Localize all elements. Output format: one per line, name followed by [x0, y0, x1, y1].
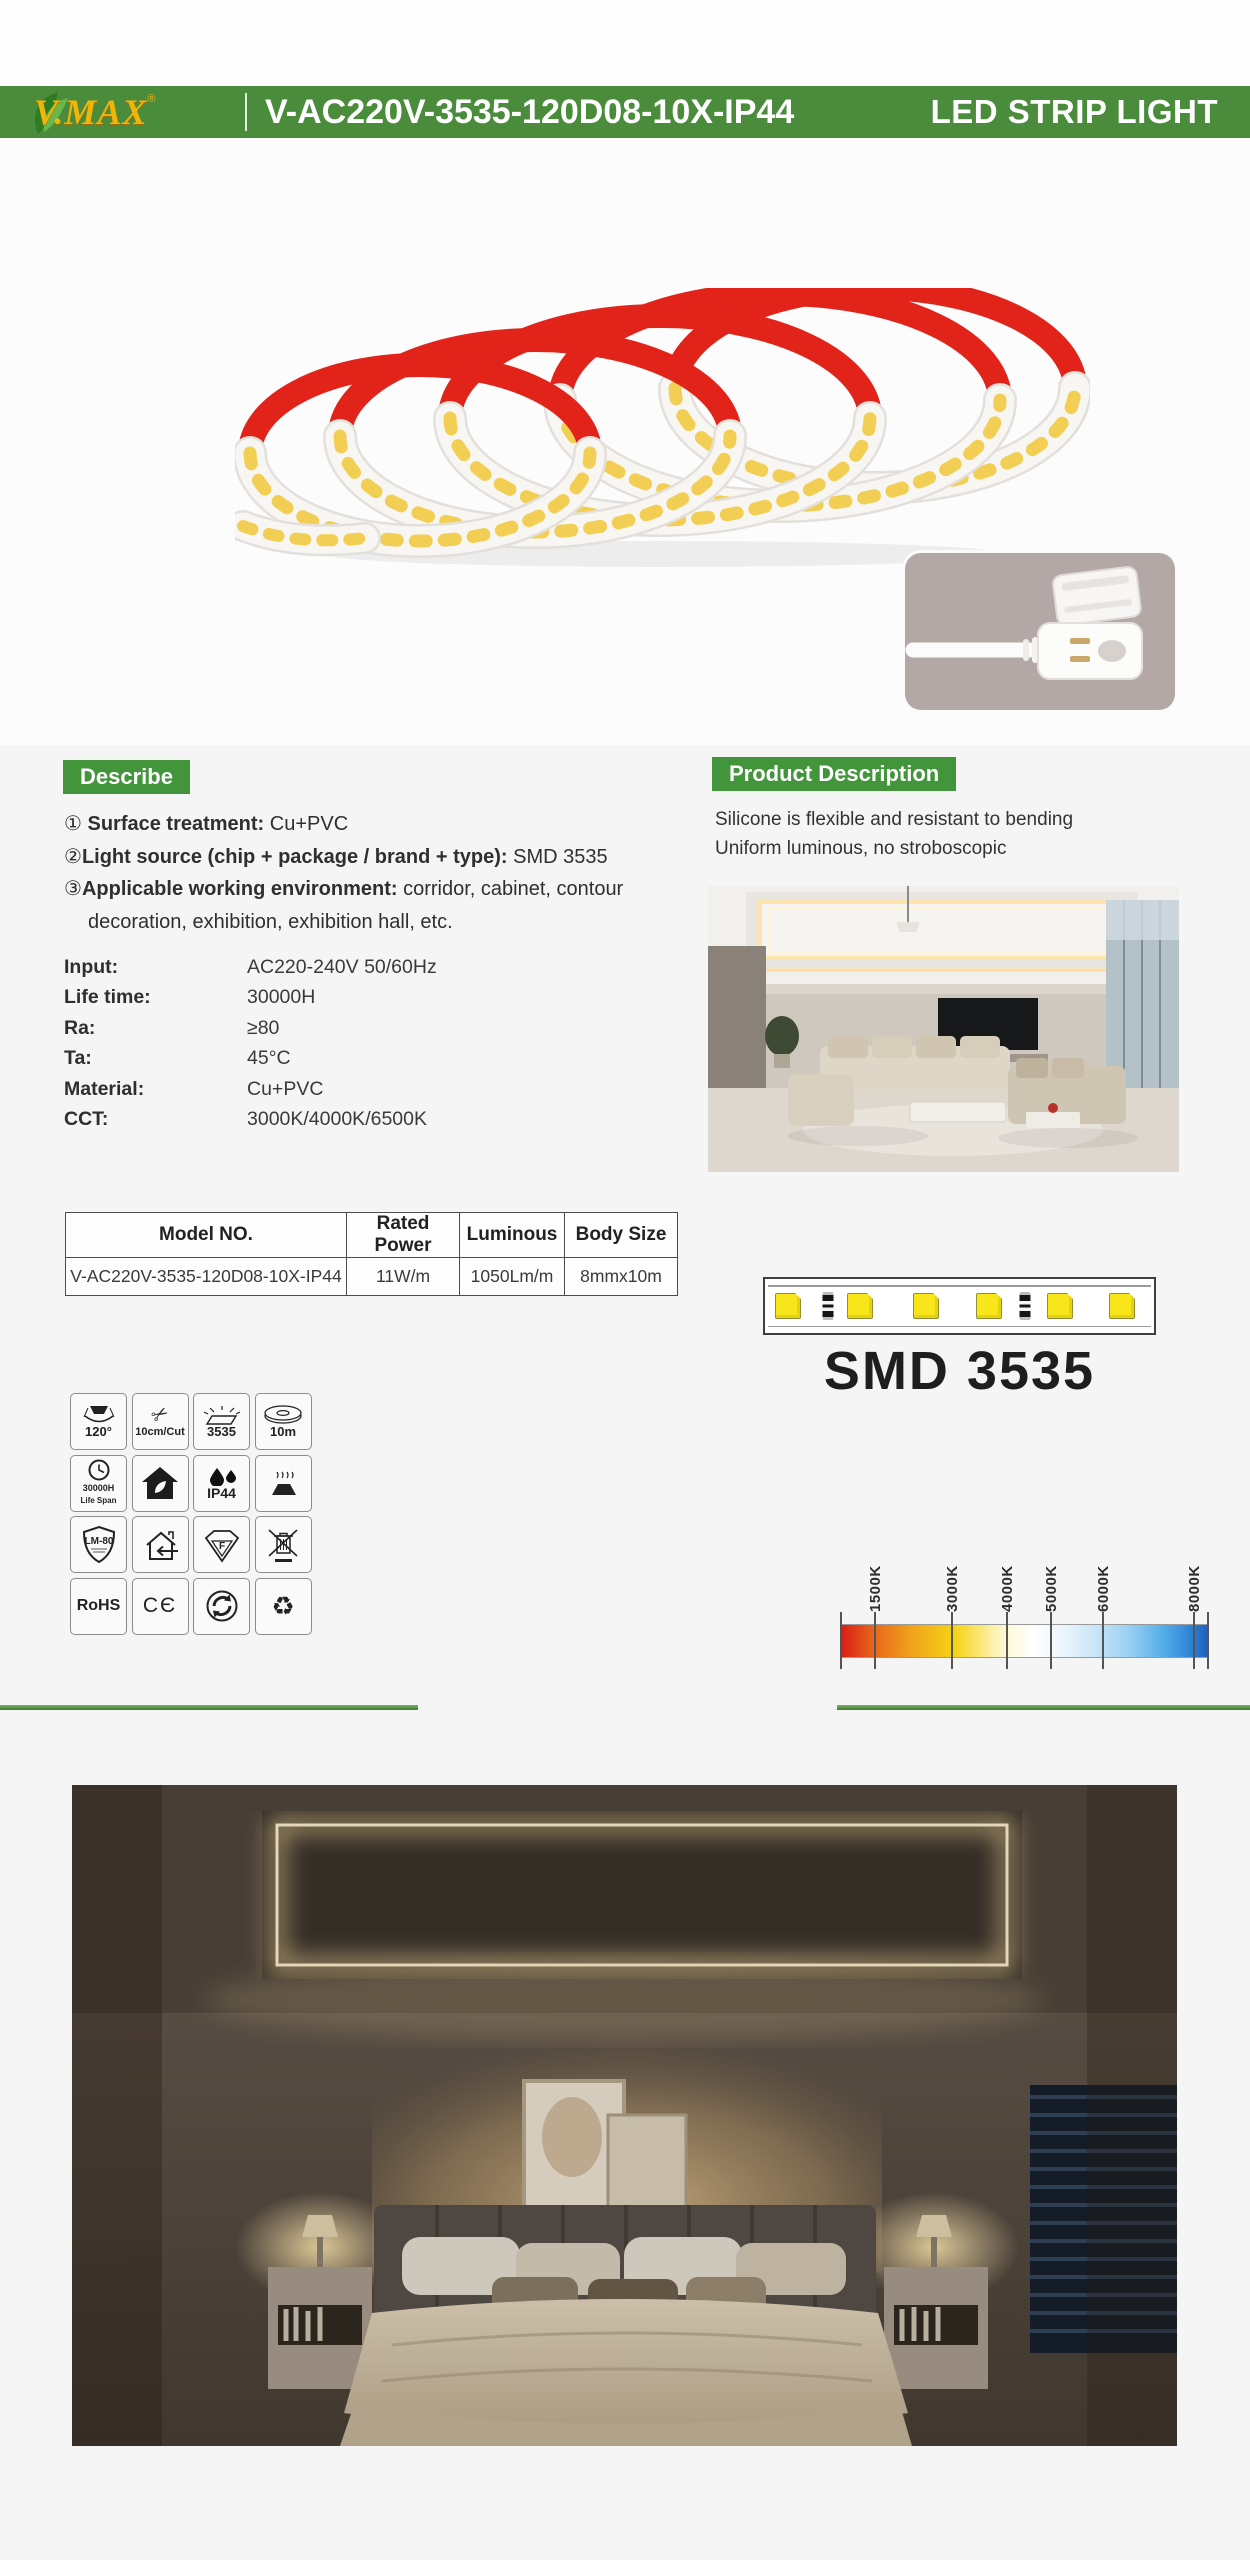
feature-rohs: RoHS	[70, 1578, 127, 1635]
resistor	[823, 1292, 834, 1320]
cell-body-size: 8mmx10m	[565, 1258, 678, 1296]
svg-text:F: F	[218, 1540, 225, 1552]
weee-bin-icon	[265, 1526, 301, 1564]
model-title: V-AC220V-3535-120D08-10X-IP44	[265, 92, 795, 131]
feature-recyclable: ♻	[255, 1578, 312, 1635]
model-spec-table	[65, 1212, 678, 1296]
spec-row: Ra: ≥80	[64, 1016, 280, 1039]
header-bar	[0, 86, 1250, 138]
cell-rated-power: 11W/m	[347, 1258, 460, 1296]
table-row	[66, 1258, 678, 1296]
cct-tick-end	[1207, 1612, 1209, 1669]
coil-tail	[243, 526, 365, 540]
led-chip	[913, 1293, 939, 1319]
led-chip	[847, 1293, 873, 1319]
col-model: Model NO.	[66, 1213, 347, 1258]
strip-reel-icon	[263, 1405, 303, 1425]
led-chip	[775, 1293, 801, 1319]
feature-ce-mark: CЄ	[132, 1578, 189, 1635]
table-header-row	[66, 1213, 678, 1258]
header-divider	[245, 93, 247, 131]
smd-type-label: SMD 3535	[823, 1341, 1096, 1401]
feature-roll-length: 10m	[255, 1393, 312, 1450]
top-margin	[0, 0, 1250, 86]
svg-text:LM-80: LM-80	[84, 1535, 113, 1547]
green-divider-right	[837, 1705, 1250, 1710]
application-photo-living-room	[708, 886, 1179, 1172]
col-rated-power: Rated Power	[347, 1213, 460, 1258]
application-photo-bedroom	[72, 1785, 1177, 2446]
feature-heat-resistant	[255, 1455, 312, 1512]
green-dot-icon	[205, 1589, 239, 1623]
spec-row: Input: AC220-240V 50/60Hz	[64, 955, 437, 978]
water-drops-icon	[207, 1468, 237, 1486]
product-description-badge: Product Description	[712, 757, 956, 791]
cct-label: 3000K	[944, 1565, 961, 1612]
feature-cut-length: ✂ 10cm/Cut	[132, 1393, 189, 1450]
cct-tick	[1006, 1612, 1008, 1669]
downlight-beam-icon	[81, 1405, 117, 1425]
spec-row: CCT: 3000K/4000K/6500K	[64, 1108, 427, 1131]
clock-icon	[84, 1459, 114, 1481]
col-body-size: Body Size	[565, 1213, 678, 1258]
registered-mark: ®	[147, 93, 156, 105]
cct-label: 8000K	[1186, 1565, 1203, 1612]
product-description-text	[715, 806, 1073, 863]
feature-icon-grid	[70, 1393, 312, 1635]
feature-weee	[255, 1516, 312, 1573]
house-icon	[140, 1465, 180, 1501]
spec-list	[64, 952, 624, 1135]
feature-green-dot	[193, 1578, 250, 1635]
spec-row: Material: Cu+PVC	[64, 1077, 324, 1100]
connector-plug-illustration	[905, 553, 1175, 710]
resistor	[1020, 1292, 1031, 1320]
feature-indoor-house	[132, 1455, 189, 1512]
spec-row: Ta: 45°C	[64, 1047, 291, 1070]
cct-label: 1500K	[867, 1565, 884, 1612]
led-strip-coil-photo	[235, 288, 1090, 576]
heat-sink-icon	[266, 1468, 300, 1498]
product-type-title: LED STRIP LIGHT	[930, 93, 1218, 130]
brand-logo	[34, 89, 239, 135]
cct-tick	[874, 1612, 876, 1669]
cct-tick	[1193, 1612, 1195, 1669]
cct-label: 5000K	[1043, 1565, 1060, 1612]
connector-photo	[905, 553, 1175, 710]
logo-text: V.MAX	[34, 92, 148, 132]
feature-lm-80	[70, 1516, 127, 1573]
f-diamond-icon	[202, 1527, 242, 1563]
describe-list	[64, 808, 674, 938]
cct-tick	[1102, 1612, 1104, 1669]
feature-ip-rating: IP44	[193, 1455, 250, 1512]
led-chip	[976, 1293, 1002, 1319]
describe-item: ③Applicable working environment: corridor, cabinet, contour decoration, exhibition, exhibition hall, etc.	[64, 878, 624, 933]
green-divider-left	[0, 1705, 418, 1710]
cct-tick	[1050, 1612, 1052, 1669]
house-arrow-icon	[140, 1528, 180, 1562]
cell-luminous: 1050Lm/m	[460, 1258, 565, 1296]
lm80-shield-icon	[80, 1525, 118, 1565]
scissors-icon: ✂	[147, 1401, 173, 1429]
led-chip	[1047, 1293, 1073, 1319]
cct-tick	[951, 1612, 953, 1669]
describe-item: ②Light source (chip + package / brand + type): SMD 3535	[64, 845, 608, 868]
describe-badge: Describe	[63, 760, 190, 794]
feature-beam-angle: 120°	[70, 1393, 127, 1450]
cell-model: V-AC220V-3535-120D08-10X-IP44	[66, 1258, 347, 1296]
cct-gradient-bar	[841, 1624, 1208, 1658]
spec-row: Life time: 30000H	[64, 986, 316, 1009]
feature-indoor-use	[132, 1516, 189, 1573]
led-chip	[1109, 1293, 1135, 1319]
cct-tick-start	[840, 1612, 842, 1669]
col-luminous: Luminous	[460, 1213, 565, 1258]
description-line: Silicone is flexible and resistant to bending	[715, 809, 1074, 830]
feature-f-mark	[193, 1516, 250, 1573]
smd-strip-diagram	[763, 1277, 1156, 1335]
led-chip-icon	[203, 1406, 241, 1425]
description-line: Uniform luminous, no stroboscopic	[715, 837, 1007, 859]
cct-label: 6000K	[1095, 1565, 1112, 1612]
feature-chip-type: 3535	[193, 1393, 250, 1450]
describe-item: ① Surface treatment: Cu+PVC	[64, 813, 349, 835]
feature-lifespan: 30000H Life Span	[70, 1455, 127, 1512]
cct-label: 4000K	[999, 1565, 1016, 1612]
